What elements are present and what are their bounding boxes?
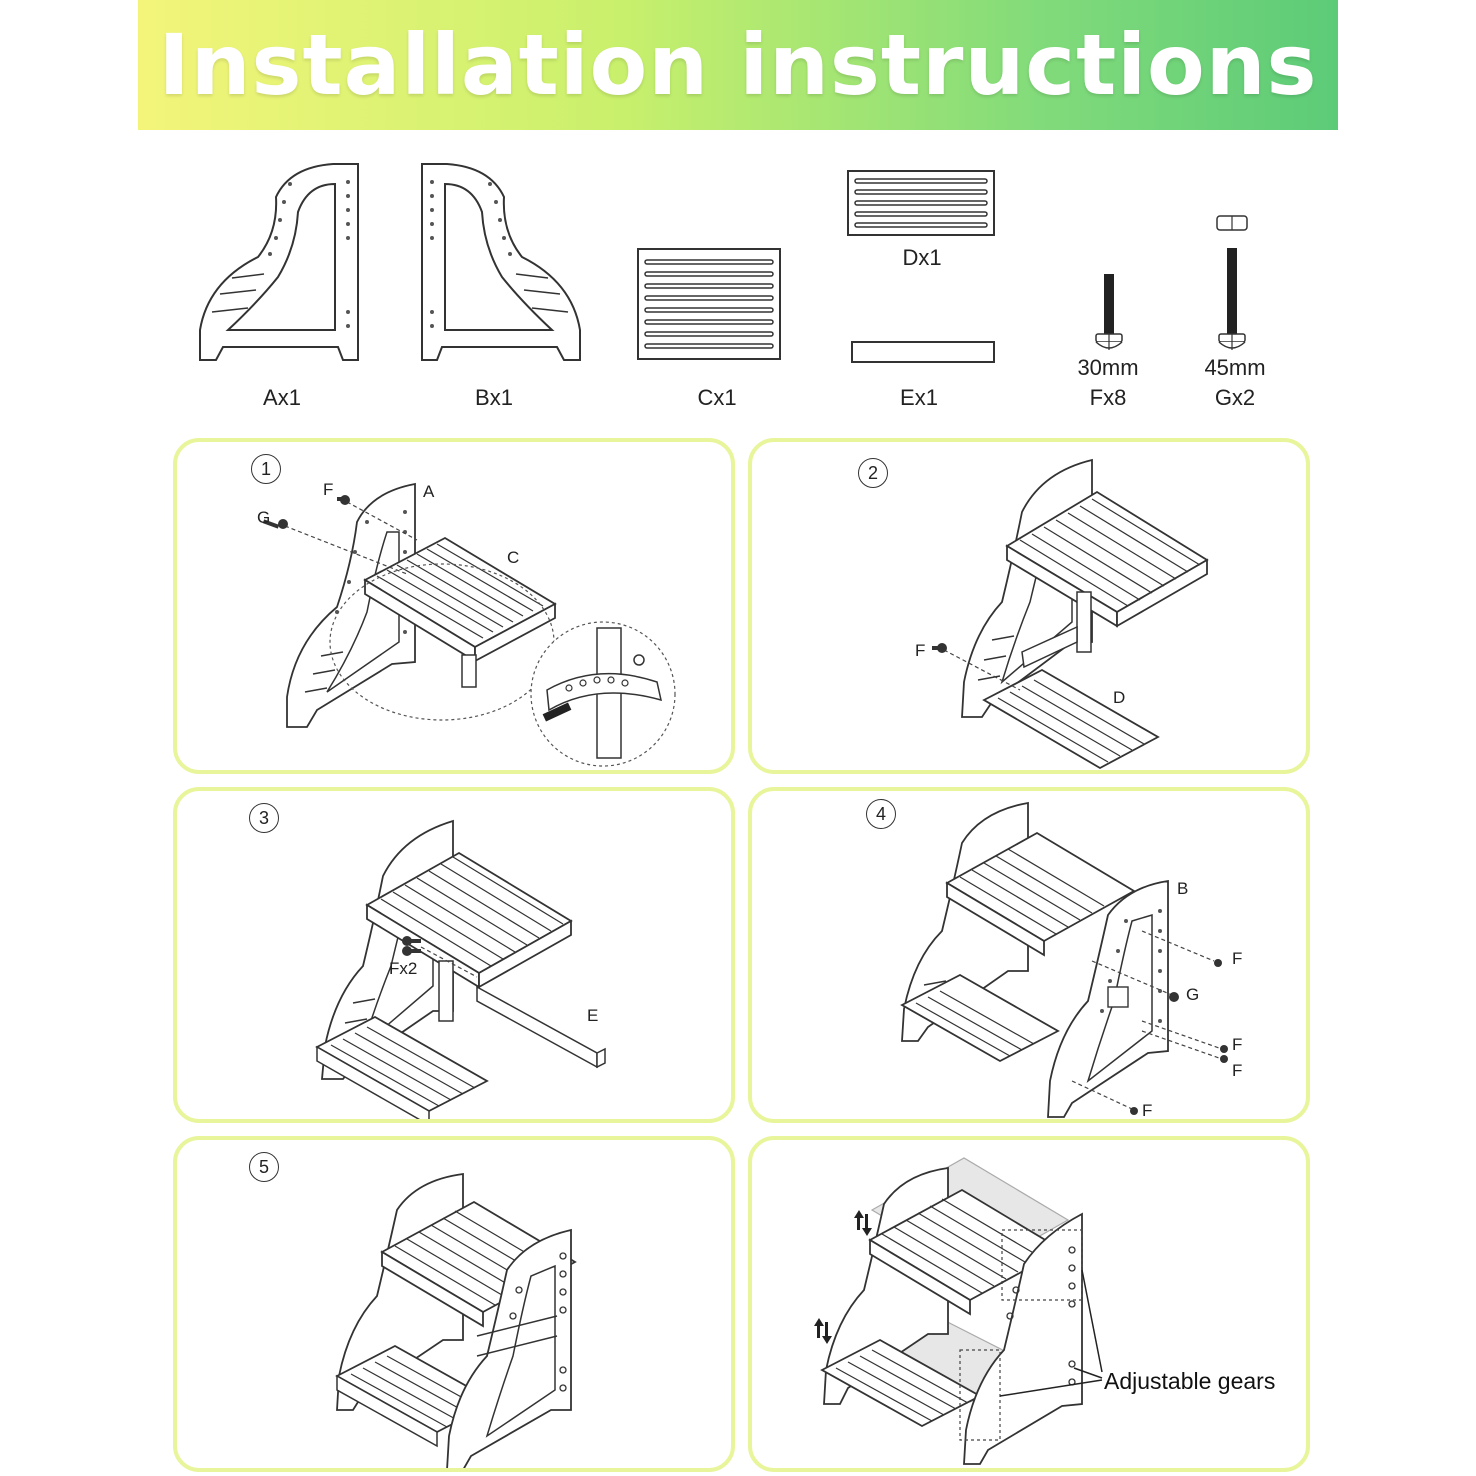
- part-a-drawing: [198, 162, 360, 362]
- step-2-panel: [748, 438, 1310, 774]
- part-b-drawing: [420, 162, 582, 362]
- step-3-number: 3: [249, 803, 279, 833]
- step-4-tag-b: B: [1177, 879, 1189, 898]
- part-c-drawing: [637, 248, 781, 360]
- step-2-tag-d: D: [1113, 688, 1126, 707]
- part-e-drawing: [851, 341, 995, 363]
- step-4-tag-f2: F: [1232, 1035, 1243, 1054]
- step-4-tag-f1: F: [1232, 949, 1243, 968]
- adjustable-gears-callout: Adjustable gears: [1104, 1368, 1276, 1394]
- step-6-panel: [748, 1136, 1310, 1472]
- part-a-label: Ax1: [263, 385, 301, 410]
- step-1-number: 1: [251, 454, 281, 484]
- step-2-tag-f: F: [915, 641, 926, 660]
- part-d-label: Dx1: [902, 245, 942, 270]
- step-1-tag-a: A: [423, 482, 435, 501]
- step-4-tag-f4: F: [1142, 1101, 1153, 1120]
- step-1-tag-c: C: [507, 548, 520, 567]
- step-3-panel: [173, 787, 735, 1123]
- bolt-g-label: Gx2: [1214, 385, 1256, 410]
- step-3-tag-fx2: Fx2: [389, 959, 418, 978]
- step-4-tag-f3: F: [1232, 1061, 1243, 1080]
- step-2-number: 2: [858, 458, 888, 488]
- step-1-panel: [173, 438, 735, 774]
- step-1-tag-f: F: [323, 480, 334, 499]
- step-5-number: 5: [249, 1152, 279, 1182]
- step-4-tag-g: G: [1186, 985, 1200, 1004]
- step-3-tag-e: E: [587, 1006, 599, 1025]
- bolt-f-size: 30mm: [1077, 355, 1139, 380]
- step-4-panel: [748, 787, 1310, 1123]
- part-b-label: Bx1: [475, 385, 513, 410]
- step-1-tag-g: G: [257, 508, 271, 527]
- title-banner: [138, 0, 1338, 130]
- bolt-f-icon: [1092, 272, 1126, 354]
- bolt-g-size: 45mm: [1204, 355, 1266, 380]
- part-e-label: Ex1: [900, 385, 938, 410]
- step-5-panel: [173, 1136, 735, 1472]
- bolt-f-label: Fx8: [1089, 385, 1127, 410]
- page-title: Installation instructions: [158, 16, 1318, 114]
- part-c-label: Cx1: [697, 385, 737, 410]
- step-4-number: 4: [866, 799, 896, 829]
- part-d-drawing: [847, 170, 995, 236]
- bolt-g-icon: [1214, 214, 1250, 354]
